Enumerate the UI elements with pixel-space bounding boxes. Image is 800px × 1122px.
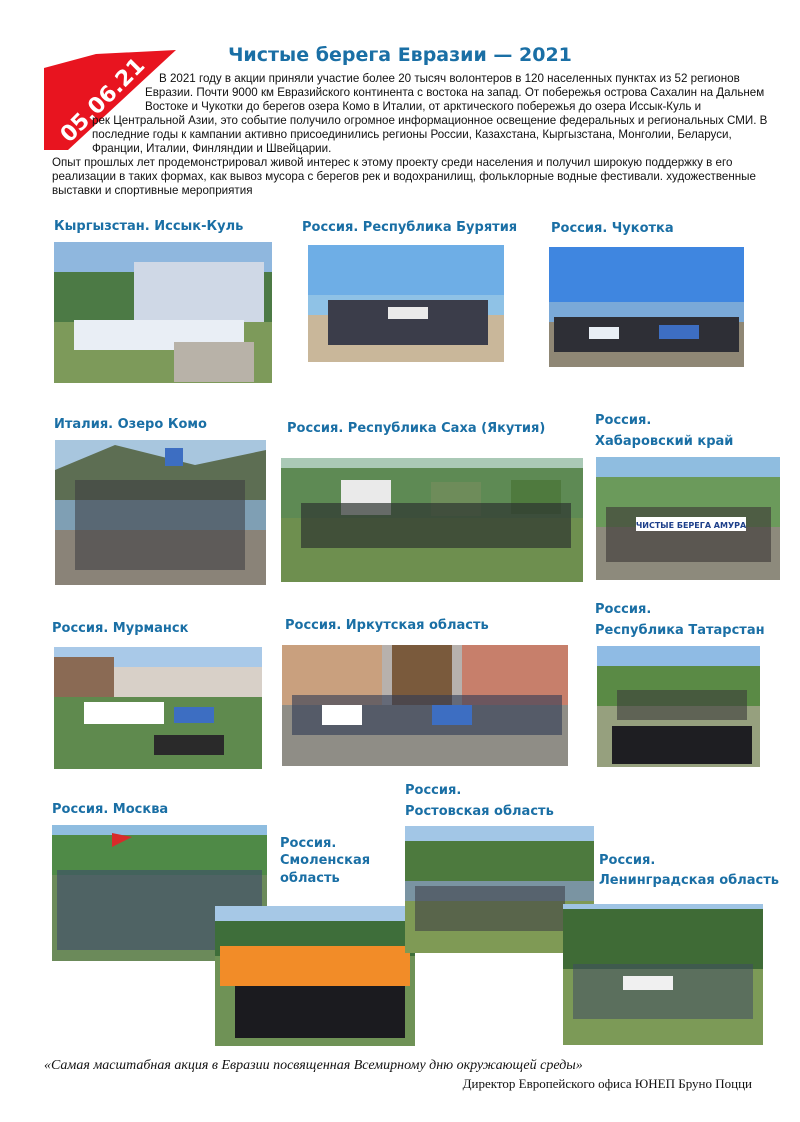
intro-paragraph-1b: рек Центральной Азии, это событие получило огромное информационное освещение федеральных и региональных СМИ. В последние годы к кампании активно присоединились регионы России, Казахстана, Кыргызстана, Монголии, Беларуси, Франции, Италии, Финляндии и Швейцарии. [92,114,768,155]
caption-yakutia: Россия. Республика Саха (Якутия) [287,421,546,436]
caption-khabarovsk-line1: Россия. [595,413,652,428]
caption-leningrad-line1: Россия. [599,853,656,868]
page-title: Чистые берега Евразии — 2021 [228,44,572,66]
footer-quote: «Самая масштабная акция в Евразии посвященная Всемирному дню окружающей среды» [44,1058,583,1073]
footer-signature: Директор Европейского офиса ЮНЕП Бруно Поцци [462,1076,752,1091]
caption-irkutsk: Россия. Иркутская область [285,618,489,633]
caption-tatarstan-line2: Республика Татарстан [595,623,765,638]
caption-murmansk: Россия. Мурманск [52,621,189,636]
photo-buryatia [308,245,504,362]
banner-text: ЧИСТЫЕ БЕРЕГА АМУРА [635,521,747,530]
caption-kyrgyzstan: Кыргызстан. Иссык-Куль [54,219,244,234]
caption-chukotka: Россия. Чукотка [551,221,674,236]
photo-yakutia [281,458,583,582]
photo-smolensk [215,906,415,1046]
caption-rostov-line1: Россия. [405,783,462,798]
photo-leningrad [563,904,763,1045]
caption-leningrad-line2: Ленинградская область [599,873,779,888]
caption-rostov-line2: Ростовская область [405,804,554,819]
caption-tatarstan-line1: Россия. [595,602,652,617]
date-label: 05.06.21 [55,53,151,148]
photo-murmansk [54,647,262,769]
photo-tatarstan [597,646,760,767]
intro-paragraph-2: Опыт прошлых лет продемонстрировал живой интерес к этому проекту среди населения и получил широкую поддержку в его реализации в таких формах, как вывоз мусора с берегов рек и водохранилищ, фольклорные водные фестивали. художественные выставки и спортивные мероприятия [52,156,756,197]
photo-irkutsk [282,645,568,766]
caption-smolensk-line2: Смоленская [280,853,371,868]
photo-kyrgyzstan [54,242,272,383]
caption-italy: Италия. Озеро Комо [54,417,207,432]
intro-paragraph-1a: В 2021 году в акции приняли участие более 20 тысяч волонтеров в 120 населенных пунктах из 52 регионов Евразии. Почти 9000 км Евразийского континента с востока на запад. От побережья острова Сахалин на Дальнем Востоке и Чукотки до берегов озера Комо в Италии, от арктического побережья до озера Иссык-Куль и [145,72,765,113]
caption-smolensk-line3: область [280,871,340,886]
photo-khabarovsk [596,457,780,580]
caption-moscow: Россия. Москва [52,802,169,817]
caption-smolensk-line1: Россия. [280,836,337,851]
caption-buryatia: Россия. Республика Бурятия [302,220,518,235]
photo-chukotka [549,247,744,367]
caption-khabarovsk-line2: Хабаровский край [595,434,734,449]
photo-italy [55,440,266,585]
